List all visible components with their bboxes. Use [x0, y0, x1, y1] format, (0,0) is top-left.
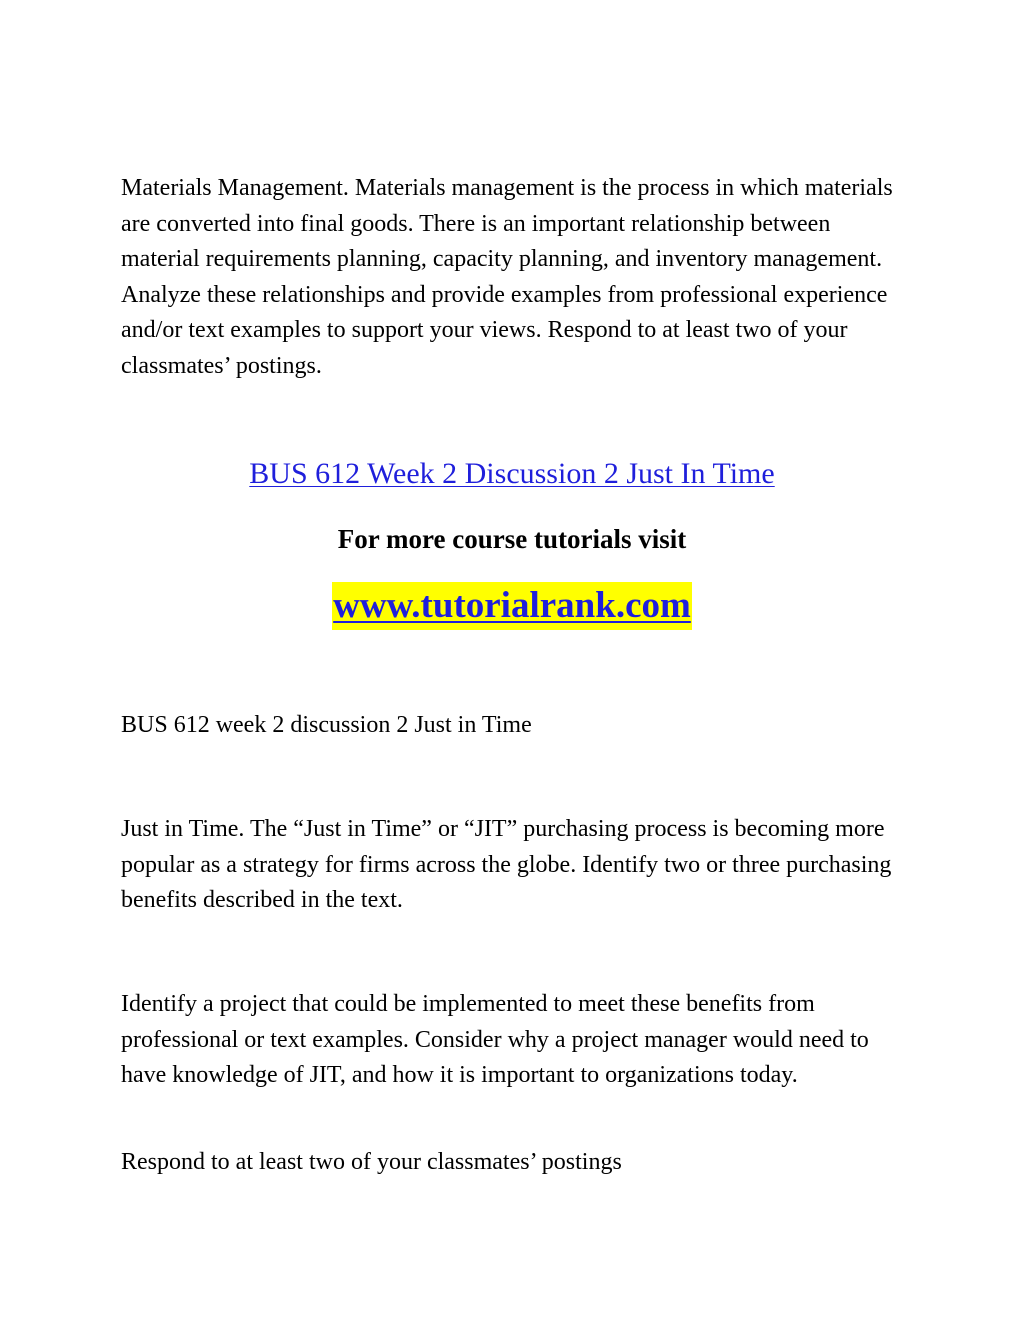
- course-link[interactable]: BUS 612 Week 2 Discussion 2 Just In Time: [249, 457, 775, 490]
- course-link-heading: [0, 455, 1024, 493]
- respond-line: Respond to at least two of your classmates’ postings: [121, 1149, 622, 1175]
- identify-paragraph: Identify a project that could be implemented to meet these benefits from professional or text examples. Consider why a project manager would need to have knowledge of JIT, and how it is important to organizations today.: [121, 991, 869, 1088]
- intro-paragraph: Materials Management. Materials management is the process in which materials are converted into final goods. There is an important relationship between material requirements planning, capacity planning, and inventory management. Analyze these relationships and provide examples from professional experience and/or text examples to support your views. Respond to at least two of your classmates’ postings.: [121, 175, 893, 379]
- jit-paragraph: Just in Time. The “Just in Time” or “JIT” purchasing process is becoming more popular as a strategy for firms across the globe. Identify two or three purchasing benefits described in the text.: [121, 816, 892, 913]
- section-title: BUS 612 week 2 discussion 2 Just in Time: [121, 712, 532, 738]
- website-link[interactable]: www.tutorialrank.com: [332, 582, 692, 630]
- more-tutorials-text: For more course tutorials visit: [337, 524, 687, 554]
- website-line: [0, 582, 1024, 637]
